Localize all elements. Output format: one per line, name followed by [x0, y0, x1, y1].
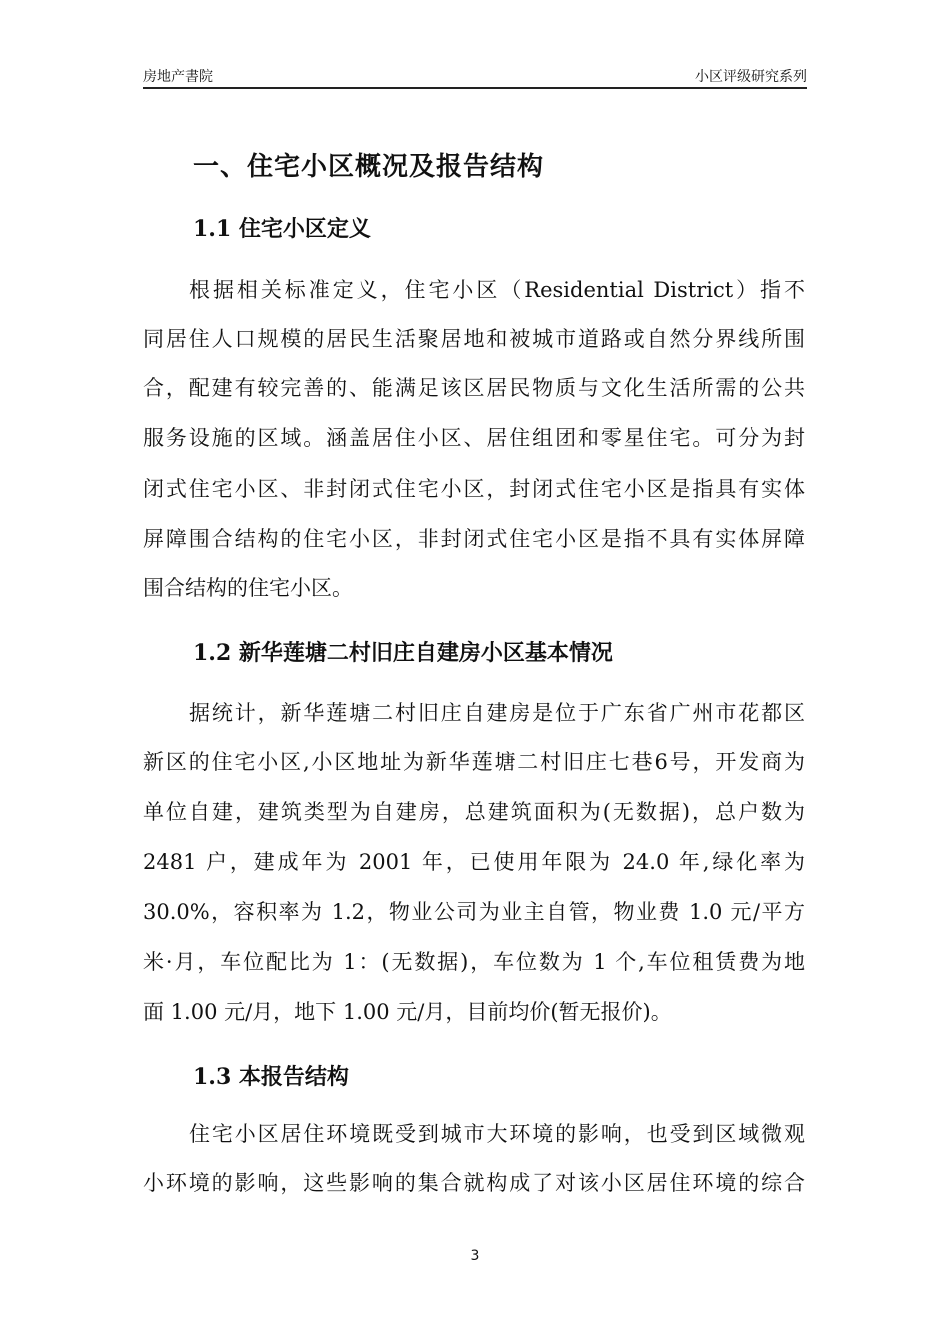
paragraph-line: 屏障围合结构的住宅小区，非封闭式住宅小区是指不具有实体屏障 [143, 527, 805, 551]
paragraph-line: 住宅小区居住环境既受到城市大环境的影响，也受到区域微观 [189, 1122, 805, 1146]
header-right: 小区评级研究系列 [695, 69, 807, 85]
paragraph-line: 根据相关标准定义，住宅小区（Residential District）指不 [189, 278, 805, 302]
paragraph-line: 2481 户，建成年为 2001 年，已使用年限为 24.0 年,绿化率为 [143, 850, 805, 874]
paragraph-line: 据统计，新华莲塘二村旧庄自建房是位于广东省广州市花都区 [189, 701, 805, 725]
paragraph-line: 合，配建有较完善的、能满足该区居民物质与文化生活所需的公共 [143, 376, 805, 400]
section-title: 1.1 住宅小区定义 [193, 216, 371, 242]
paragraph-line: 单位自建，建筑类型为自建房，总建筑面积为(无数据)，总户数为 [143, 800, 805, 824]
chapter-title: 一、住宅小区概况及报告结构 [193, 152, 545, 182]
paragraph-line: 面 1.00 元/月，地下 1.00 元/月，目前均价(暂无报价)。 [143, 1000, 672, 1024]
paragraph-line: 新区的住宅小区,小区地址为新华莲塘二村旧庄七巷6号，开发商为 [143, 750, 805, 774]
paragraph-line: 闭式住宅小区、非封闭式住宅小区，封闭式住宅小区是指具有实体 [143, 477, 805, 501]
paragraph-line: 服务设施的区域。涵盖居住小区、居住组团和零星住宅。可分为封 [143, 426, 805, 450]
paragraph-line: 米·月，车位配比为 1：(无数据)，车位数为 1 个,车位租赁费为地 [143, 950, 805, 974]
paragraph-line: 围合结构的住宅小区。 [143, 576, 353, 600]
paragraph-line: 同居住人口规模的居民生活聚居地和被城市道路或自然分界线所围 [143, 327, 805, 351]
section-title: 1.3 本报告结构 [193, 1064, 349, 1090]
paragraph-line: 30.0%，容积率为 1.2，物业公司为业主自管，物业费 1.0 元/平方 [143, 900, 805, 924]
header-left: 房地产書院 [143, 69, 213, 85]
section-title: 1.2 新华莲塘二村旧庄自建房小区基本情况 [193, 640, 613, 666]
paragraph-line: 小环境的影响，这些影响的集合就构成了对该小区居住环境的综合 [143, 1171, 805, 1195]
page-number: 3 [470, 1248, 480, 1264]
header-rule [143, 87, 807, 89]
